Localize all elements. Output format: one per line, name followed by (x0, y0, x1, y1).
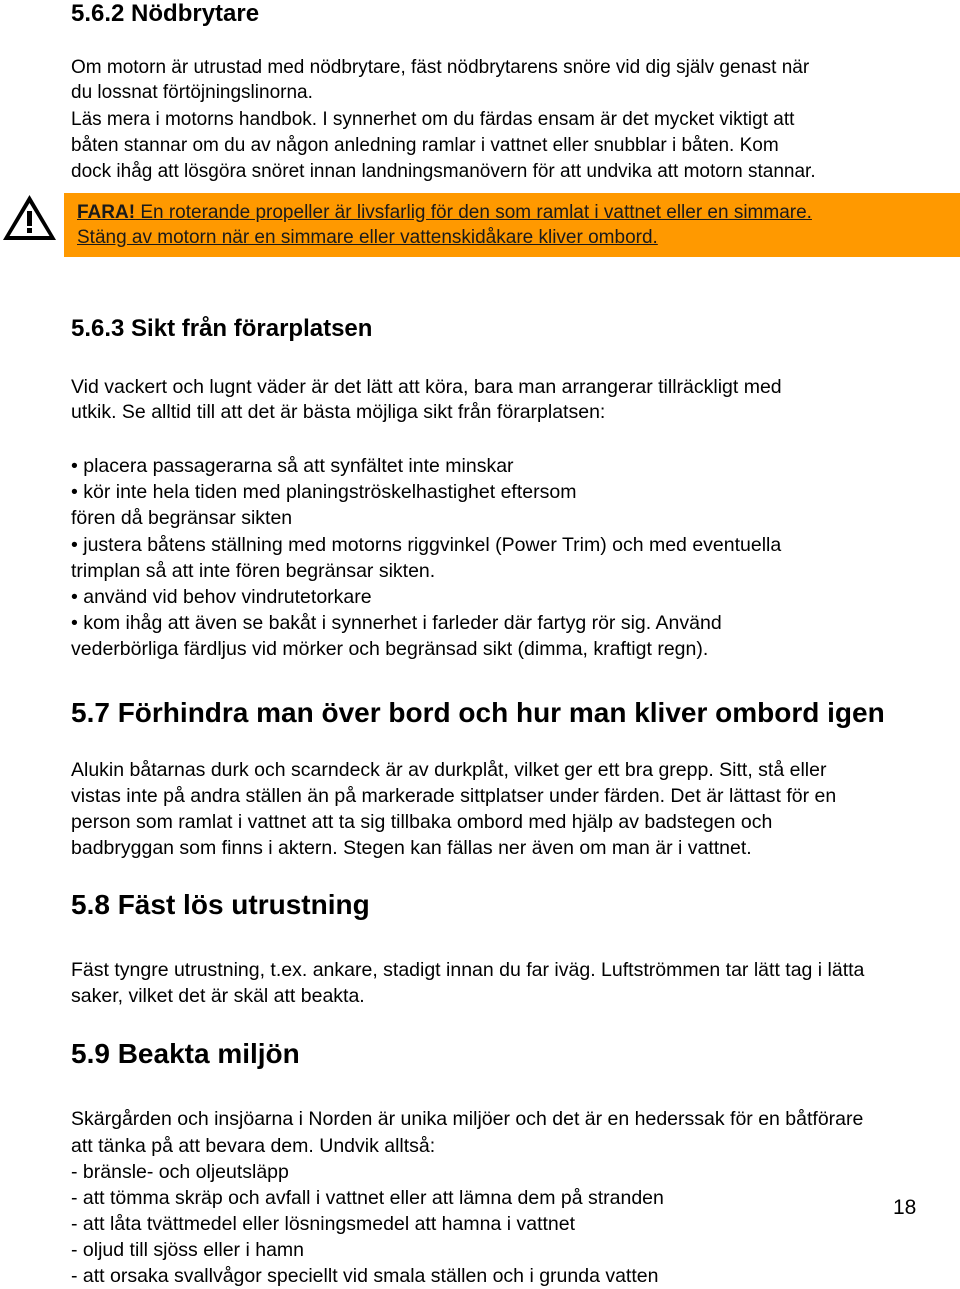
bullet-line: trimplan så att inte fören begränsar sikten. (71, 560, 436, 582)
heading-5-6-3: 5.6.3 Sikt från förarplatsen (71, 315, 373, 342)
list-item: - att tömma skräp och avfall i vattnet eller att lämna dem på stranden (71, 1187, 664, 1209)
paragraph-line: Läs mera i motorns handbok. I synnerhet om du färdas ensam är det mycket viktigt att (71, 109, 795, 130)
list-item: - bränsle- och oljeutsläpp (71, 1161, 289, 1183)
list-item: - oljud till sjöss eller i hamn (71, 1239, 305, 1261)
bullet-line: fören då begränsar sikten (71, 507, 293, 529)
paragraph-line: att tänka på att bevara dem. Undvik alltså: (71, 1135, 436, 1157)
bullet-line: • använd vid behov vindrutetorkare (71, 586, 372, 608)
paragraph-line: Skärgården och insjöarna i Norden är unika miljöer och det är en hederssak för en båtförare (71, 1108, 864, 1130)
heading-5-7: 5.7 Förhindra man över bord och hur man kliver ombord igen (71, 697, 885, 728)
list-item: - att orsaka svallvågor speciellt vid smala ställen och i grunda vatten (71, 1265, 659, 1287)
paragraph-line: badbryggan som finns i aktern. Stegen kan fällas ner även om man är i vattnet. (71, 837, 752, 859)
warning-triangle-icon (1, 193, 58, 243)
bullet-line: • kom ihåg att även se bakåt i synnerhet i farleder där fartyg rör sig. Använd (71, 612, 722, 634)
paragraph-line: Alukin båtarnas durk och scarndeck är av durkplåt, vilket ger ett bra grepp. Sitt, stå eller (71, 759, 827, 781)
bullet-line: • kör inte hela tiden med planingströskelhastighet eftersom (71, 481, 577, 503)
paragraph-line: Fäst tyngre utrustning, t.ex. ankare, stadigt innan du far iväg. Luftströmmen tar lätt tag i lätta (71, 959, 865, 981)
page-number: 18 (893, 1196, 917, 1219)
heading-5-9: 5.9 Beakta miljön (71, 1038, 300, 1069)
paragraph-line: person som ramlat i vattnet att ta sig tillbaka ombord med hjälp av badstegen och (71, 811, 773, 833)
paragraph-line: båten stannar om du av någon anledning ramlar i vattnet eller snubblar i båten. Kom (71, 135, 779, 156)
list-item: - att låta tvättmedel eller lösningsmedel att hamna i vattnet (71, 1213, 576, 1235)
paragraph-line: vistas inte på andra ställen än på markerade sittplatser under färden. Det är lättast för en (71, 785, 837, 807)
paragraph-line: dock ihåg att lösgöra snöret innan landningsmanövern för att undvika att motorn stannar. (71, 161, 816, 182)
paragraph-line: utkik. Se alltid till att det är bästa möjliga sikt från förarplatsen: (71, 401, 606, 423)
paragraph-line: saker, vilket det är skäl att beakta. (71, 985, 365, 1007)
warning-text-1: En roterande propeller är livsfarlig för den som ramlat i vattnet eller en simmare. (135, 202, 812, 223)
heading-5-8: 5.8 Fäst lös utrustning (71, 889, 370, 920)
bullet-line: • placera passagerarna så att synfältet inte minskar (71, 455, 514, 477)
heading-5-6-2: 5.6.2 Nödbrytare (71, 0, 260, 27)
paragraph-line: Om motorn är utrustad med nödbrytare, fäst nödbrytarens snöre vid dig själv genast när (71, 57, 810, 78)
bullet-line: vederbörliga färdljus vid mörker och begränsad sikt (dimma, kraftigt regn). (71, 638, 709, 660)
warning-line-1 (77, 201, 812, 225)
bullet-line: • justera båtens ställning med motorns riggvinkel (Power Trim) och med eventuella (71, 534, 782, 556)
paragraph-line: du lossnat förtöjningslinorna. (71, 82, 313, 103)
warning-line-2: Stäng av motorn när en simmare eller vattenskidåkare kliver ombord. (77, 227, 658, 248)
warning-label: FARA! (77, 202, 136, 223)
paragraph-line: Vid vackert och lugnt väder är det lätt att köra, bara man arrangerar tillräckligt med (71, 376, 782, 398)
danger-warning-box (64, 193, 960, 257)
